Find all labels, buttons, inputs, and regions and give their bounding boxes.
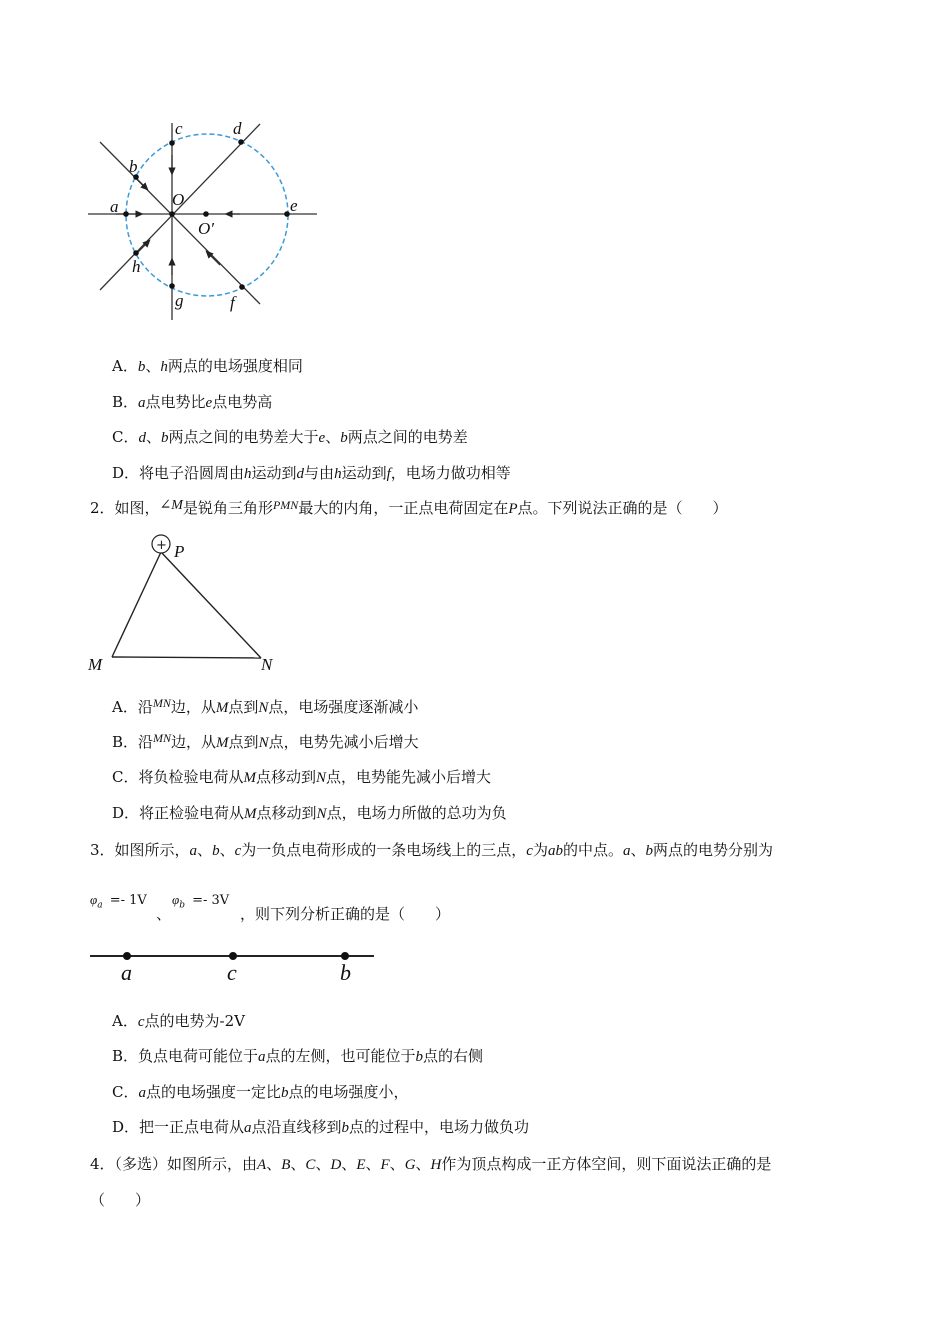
label-P: P [174,542,185,561]
q1-option-d[interactable]: D．将电子沿圆周由h运动到d与由h运动到f，电场力做功相等 [112,464,511,482]
figure-triangle-pmn [85,530,285,678]
label-b-point: b [340,960,351,985]
label-b: b [129,157,138,176]
q2-option-d[interactable]: D．将正检验电荷从M点移动到N点，电场力所做的总功为负 [112,804,507,822]
q3-stem-line1: 3．如图所示，a、b、c为一负点电荷形成的一条电场线上的三点，c为ab的中点。a、b两点的电势分别为 [90,841,773,859]
label-a-point: a [121,960,132,985]
figure-field-lines-circle [80,115,340,330]
q3-option-c[interactable]: C．a点的电场强度一定比b点的电场强度小， [112,1083,409,1101]
q1-option-a[interactable]: A．b、h两点的电场强度相同 [112,357,303,375]
label-d: d [233,119,242,138]
label-f: f [230,293,235,312]
q4-stem-line1: 4．（多选）如图所示，由A、B、C、D、E、F、G、H作为顶点构成一正方体空间，则下面说法正确的是 [90,1155,772,1173]
q2-option-b[interactable]: B．沿$^{MN}$边，从M点到N点，电势先减小后增大 [112,731,419,751]
q3-option-b[interactable]: B．负点电荷可能位于a点的左侧，也可能位于b点的右侧 [112,1047,484,1065]
q3-option-d[interactable]: D．把一正点电荷从a点沿直线移到b点的过程中，电场力做负功 [112,1118,530,1136]
label-c: c [175,119,183,138]
q2-stem: 2．如图，∠M是锐角三角形$^{PMN}$最大的内角，一正点电荷固定在P点。下列说法正确的是（ ） [90,498,728,517]
label-N: N [261,655,273,674]
q1-option-b[interactable]: B．a点电势比e点电势高 [112,393,273,411]
label-e: e [290,196,298,215]
q4-stem-line2: （ ） [90,1191,151,1209]
positive-charge-sign: + [156,538,167,553]
q3-option-a[interactable]: A．c点的电势为-2V [112,1012,245,1030]
q2-option-c[interactable]: C．将负检验电荷从M点移动到N点，电势能先减小后增大 [112,768,492,786]
q3-potential-b: $\varphi_b =- 3V$ [172,892,230,911]
label-O: O [172,190,185,209]
q2-option-a[interactable]: A．沿$^{MN}$边，从M点到N点，电场强度逐渐减小 [112,696,419,716]
label-h: h [132,257,141,276]
figure-field-line-acb [88,940,378,988]
q3-separator: 、 [156,905,172,923]
q3-stem-tail: ，则下列分析正确的是（ ） [240,905,451,923]
q1-option-c[interactable]: C．d、b两点之间的电势差大于e、b两点之间的电势差 [112,428,468,446]
label-M: M [88,655,103,674]
label-g: g [175,291,184,310]
label-O-prime: O′ [198,219,214,238]
label-c-point: c [227,960,237,985]
q3-potential-a: $\varphi_a =- 1V$ [90,892,147,911]
label-a: a [110,197,119,216]
